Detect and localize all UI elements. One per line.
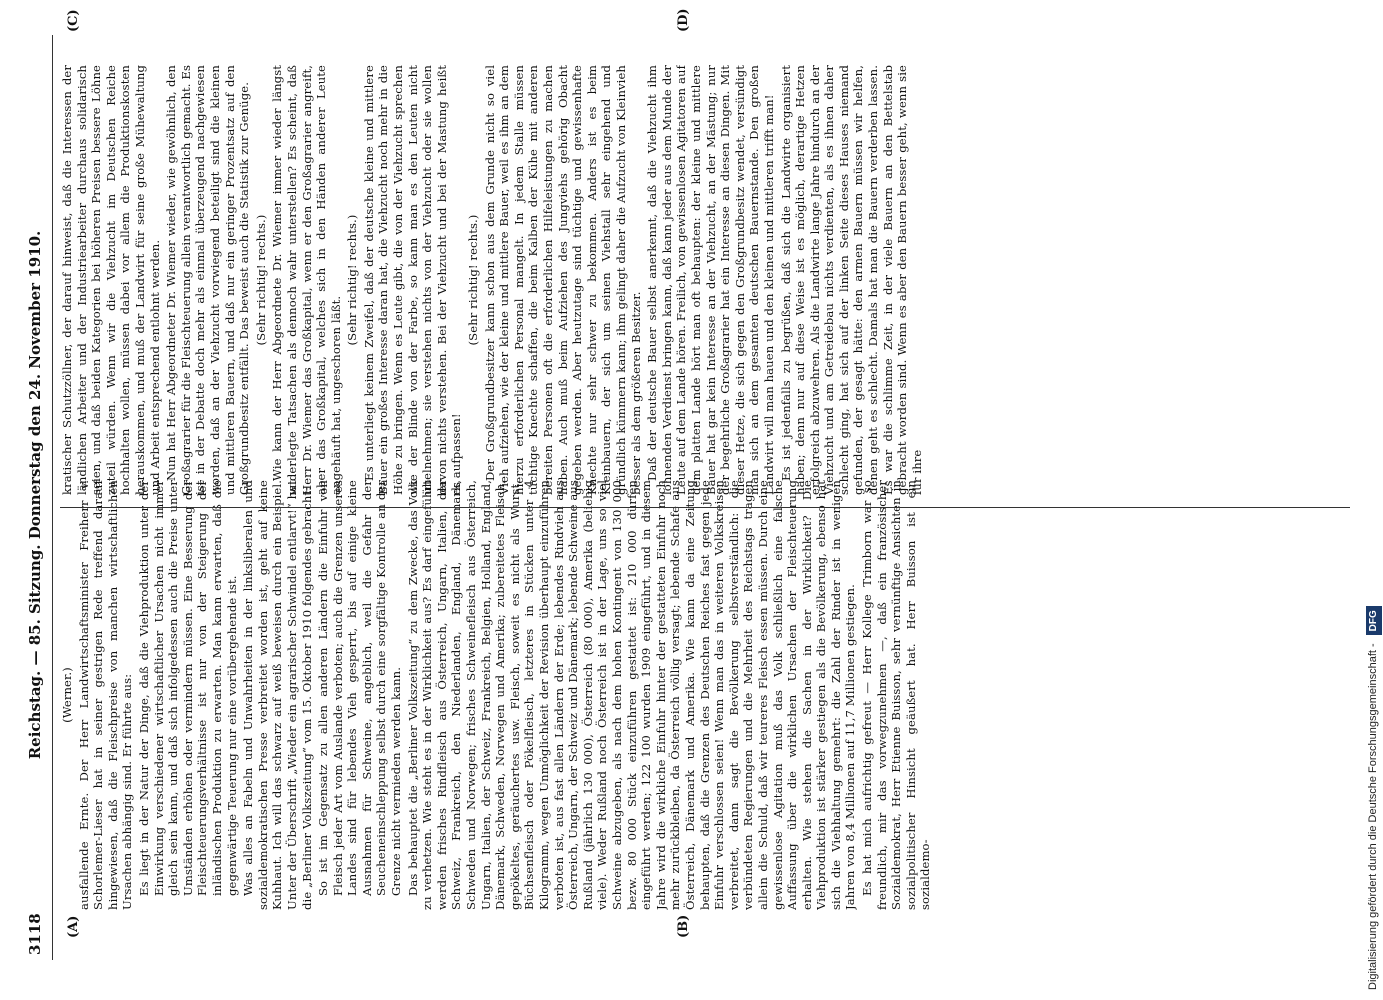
- margin-marker-d: (D): [676, 8, 691, 32]
- quotation: So ist im Gegensatz zu allen anderen Ländern die Einfuhr von Fleisch jeder Art vom Auslande verboten; auch die Grenzen unseres Landes sind für lebendes Vieh gesperrt, bis auf einige kleine Ausnahmen für Schweine, angeblich, weil die Gefahr der Seucheneinschleppung selbst durch eine sorgfältige Kontrolle an der Grenze nicht vermieden werden kann.: [316, 480, 404, 896]
- column-divider: [60, 507, 1350, 508]
- paragraph: Daß der deutsche Bauer selbst anerkennt, daß die Viehzucht ihm lohnenden Verdienst bringen kann, daß kann jeder aus dem Munde der Leute auf dem Lande hören. Freilich, von gewissenlosen Agitatoren auf dem platten Lande hört man oft behaupten: der kleine und mittlere Bauer hat gar kein Interesse an der Viehzucht, an der Mästung; nur der begehrliche Großagrarier hat ein Interesse an diesen Dingen. Mit dieser Hetze, die sich gegen den Großgrundbesitz wendet, versündigt man sich an dem gesamten deutschen Bauernstande. Den großen Landwirt will man hauen und den kleinen und mittleren trifft man!: [645, 65, 776, 495]
- interjection: (Sehr richtig! rechts.): [253, 214, 268, 346]
- paragraph: Es unterliegt keinem Zweifel, daß der deutsche kleine und mittlere Bauer ein großes Interesse daran hat, die Viehzucht noch mehr in die Höhe zu bringen. Wenn es Leute gibt, die von der Viehzucht sprechen wie der Blinde von der Farbe, so kann man es den Leuten nicht übelnehmen; sie verstehen nichts von der Viehzucht oder sie wollen davon nichts verstehen. Bei der Viehzucht und bei der Mastung heißt es aufpassen!: [361, 65, 464, 495]
- paragraph: Wie kann der Herr Abgeordnete Dr. Wiemer immer wieder längst widerlegte Tatsachen als dennoch wahr unterstellen? Es scheint, daß Herr Dr. Wiemer das Großkapital, wenn er den Großagrarier angreift, aber das Großkapital, welches sich in den Händen anderer Leute angehäuft hat, ungeschoren läßt.: [270, 65, 343, 495]
- interjection: (Sehr richtig! rechts.): [466, 214, 481, 346]
- page-header: [20, 35, 54, 955]
- digitization-credit: [1363, 10, 1383, 990]
- page-title: Reichstag. — 85. Sitzung. Donnerstag den 24. November 1910.: [26, 230, 44, 760]
- margin-marker-a: (A): [66, 915, 81, 938]
- margin-marker-b: (B): [676, 914, 691, 938]
- dfg-logo: DFG: [1366, 606, 1382, 635]
- interjection: (Sehr richtig! rechts.): [345, 214, 360, 346]
- paragraph: kratischer Schutzzöllner, der darauf hinweist, daß die Interessen der ländlichen Arbeiter und der Industriearbeiter durchaus solidarisch seien, und daß beiden Kategorien bei höheren Preisen bessere Löhne zuteil würden. Wenn wir die Viehzucht im Deutschen Reiche hochhalten wollen, müssen dabei vor allem die Produktionskosten herauskommen, und muß der Landwirt für seine große Mühewaltung und Arbeit entsprechend entlohnt werden.: [60, 65, 162, 495]
- paragraph: ausfallende Ernte. Der Herr Landwirtschaftsminister Freiherr v. Schorlemer-Lieser hat in seiner gestrigen Rede treffend darauf hingewiesen, daß die Fleischpreise von manchen wirtschaftlichen Ursachen abhängig sind. Er führte aus:: [76, 480, 135, 910]
- right-column: [60, 65, 1360, 495]
- credit-text: Digitalisierung gefördert durch die Deutsche Forschungsgemeinschaft -: [1367, 643, 1379, 990]
- paragraph: Es hat mich aufrichtig gefreut — Herr Kollege Trimborn war so freundlich, mir das vorwegzunehmen —, daß ein französischer Sozialdemokrat, Herr Etienne Buisson, sehr vernünftige Ansichten in sozialpolitischer Hinsicht geäußert hat. Herr Buisson ist ein sozialdemo-: [860, 480, 933, 910]
- paragraph: Das behauptet die „Berliner Volkszeitung“ zu dem Zwecke, das Volk zu verhetzen. Wie steht es in der Wirklichkeit aus? Es darf eingeführt werden frisches Rindfleisch aus Österreich, Ungarn, Italien, der Schweiz, Frankreich, den Niederlanden, England, Dänemark, Schweden und Norwegen; frisches Schweinefleisch aus Österreich, Ungarn, Italien, der Schweiz, Frankreich, Belgien, Holland, England, Dänemark, Schweden, Norwegen und Amerika; zubereitetes Fleisch, gepökeltes, geräuchertes usw. Fleisch, soweit es nicht als Wurst, Büchsenfleisch oder Pökelfleisch, letzteres in Stücken unter 4 Kilogramm, wegen Unmöglichkeit der Revision überhaupt einzuführen verboten ist, aus fast allen Ländern der Erde; lebendes Rindvieh aus Österreich, Ungarn, der Schweiz und Dänemark; lebende Schweine aus Rußland (jährlich 130 000), Österreich (80 000), Amerika (beliebig viele). Weder Rußland noch Österreich ist in der Lage, uns so viel Schweine abzugeben, als nach dem hohen Kontingent von 130 000 bezw. 80 000 Stück einzuführen gestattet ist: 210 000 dürfen eingeführt werden; 122 100 wurden 1909 eingeführt, und in diesem Jahre wird die wirkliche Einfuhr hinter der gestatteten Einfuhr noch mehr zurückbleiben, da Österreich völlig versagt; lebende Schafe aus Österreich, Dänemark und Amerika. Wie kann da eine Zeitung behaupten, daß die Grenzen des Deutschen Reiches fast gegen jede Einfuhr verschlossen seien! Wenn man das in weiteren Volkskreisen verbreitet, dann sagt die Bevölkerung selbstverständlich: die verbündeten Regierungen und die Mehrheit des Reichstags tragen allein die Schuld, daß wir teureres Fleisch essen müssen. Durch eine gewissenlose Agitation muß das Volk schließlich eine falsche Auffassung über die wirklichen Ursachen der Fleischteuerung erhalten. Wie stehen die Sachen in der Wirklichkeit? Die Viehproduktion ist stärker gestiegen als die Bevölkerung, ebenso hat sich die Viehhaltung gemehrt: die Zahl der Rinder ist in wenigen Jahren von 8,4 Millionen auf 11,7 Millionen gestiegen.: [405, 480, 858, 910]
- header-rule: [52, 35, 53, 960]
- quotation: Es liegt in der Natur der Dinge, daß die Viehproduktion unter der Einwirkung verschiedener wirtschaftlicher Ursachen nicht immer gleich sein kann, und daß sich infolgedessen auch die Preise unter Umständen erhöhen oder vermindern müssen. Eine Besserung der Fleischteuerungsverhältnisse ist nur von der Steigerung der inländischen Produktion zu erwarten. Man kann erwarten, daß die gegenwärtige Teuerung nur eine vorübergehende ist.: [136, 480, 239, 896]
- paragraph: Es ist jedenfalls zu begrüßen, daß sich die Landwirte organisiert haben; denn nur auf diese Weise ist es möglich, derartige Hetzen erfolgreich abzuwehren. Als die Landwirte lange Jahre hindurch an der Viehzucht und am Getreidebau nichts verdienten, als es ihnen daher schlecht ging, hat sich auf der linken Seite dieses Hauses niemand gefunden, der gesagt hätte: den armen Bauern müssen wir helfen, denen geht es schlecht. Damals hat man die Bauern verderben lassen. Es war die schlimme Zeit, in der viele Bauern an den Bettelstab gebracht worden sind. Wenn es aber den Bauern besser geht, wenn sie für ihre: [778, 65, 924, 495]
- left-column: [60, 480, 1360, 910]
- speaker-name: (Werner.): [60, 667, 74, 723]
- paragraph: Der Großgrundbesitzer kann schon aus dem Grunde nicht so viel Vieh aufziehen, wie der kleine und mittlere Bauer, weil es ihm an dem hierzu erforderlichen Personal mangelt. In jedem Stalle müssen tüchtige Knechte schaffen, die beim Kalben der Kühe mit anderen bereiten Personen oft die erforderlichen Hilfeleistungen zu machen haben. Auch muß beim Aufziehen des Jungviehs gehörig Obacht gegeben werden. Aber heutzutage sind tüchtige und gewissenhafte Knechte nur sehr schwer zu bekommen. Anders ist es beim Kleinbauern, der sich um seinen Viehstall sehr eingehend und gründlich kümmern kann; ihm gelingt daher die Aufzucht von Kleinvieh besser als dem größeren Besitzer.: [482, 65, 643, 495]
- paragraph: Was alles an Fabeln und Unwahrheiten in der linksliberalen und sozialdemokratischen Presse verbreitet worden ist, geht auf keine Kuhhaut. Ich will das schwarz auf weiß beweisen durch ein Beispiel. Unter der Überschrift „Wieder ein agrarischer Schwindel entlarvt!“ hat die „Berliner Volkszeitung“ vom 15. Oktober 1910 folgendes gebracht:: [241, 480, 314, 910]
- margin-marker-c: (C): [66, 9, 81, 32]
- paragraph: Nun hat Herr Abgeordneter Dr. Wiemer wieder, wie gewöhnlich, den Großagrarier für die Fleischteuerung allein verantwortlich gemacht. Es ist in der Debatte doch mehr als einmal überzeugend nachgewiesen worden, daß an der Viehzucht vorwiegend beteiligt sind die kleinen und mittleren Bauern, und daß nur ein geringer Prozentsatz auf den Großgrundbesitz entfällt. Das beweist auch die Statistik zur Genüge.: [164, 65, 252, 495]
- page-number: 3118: [26, 913, 44, 955]
